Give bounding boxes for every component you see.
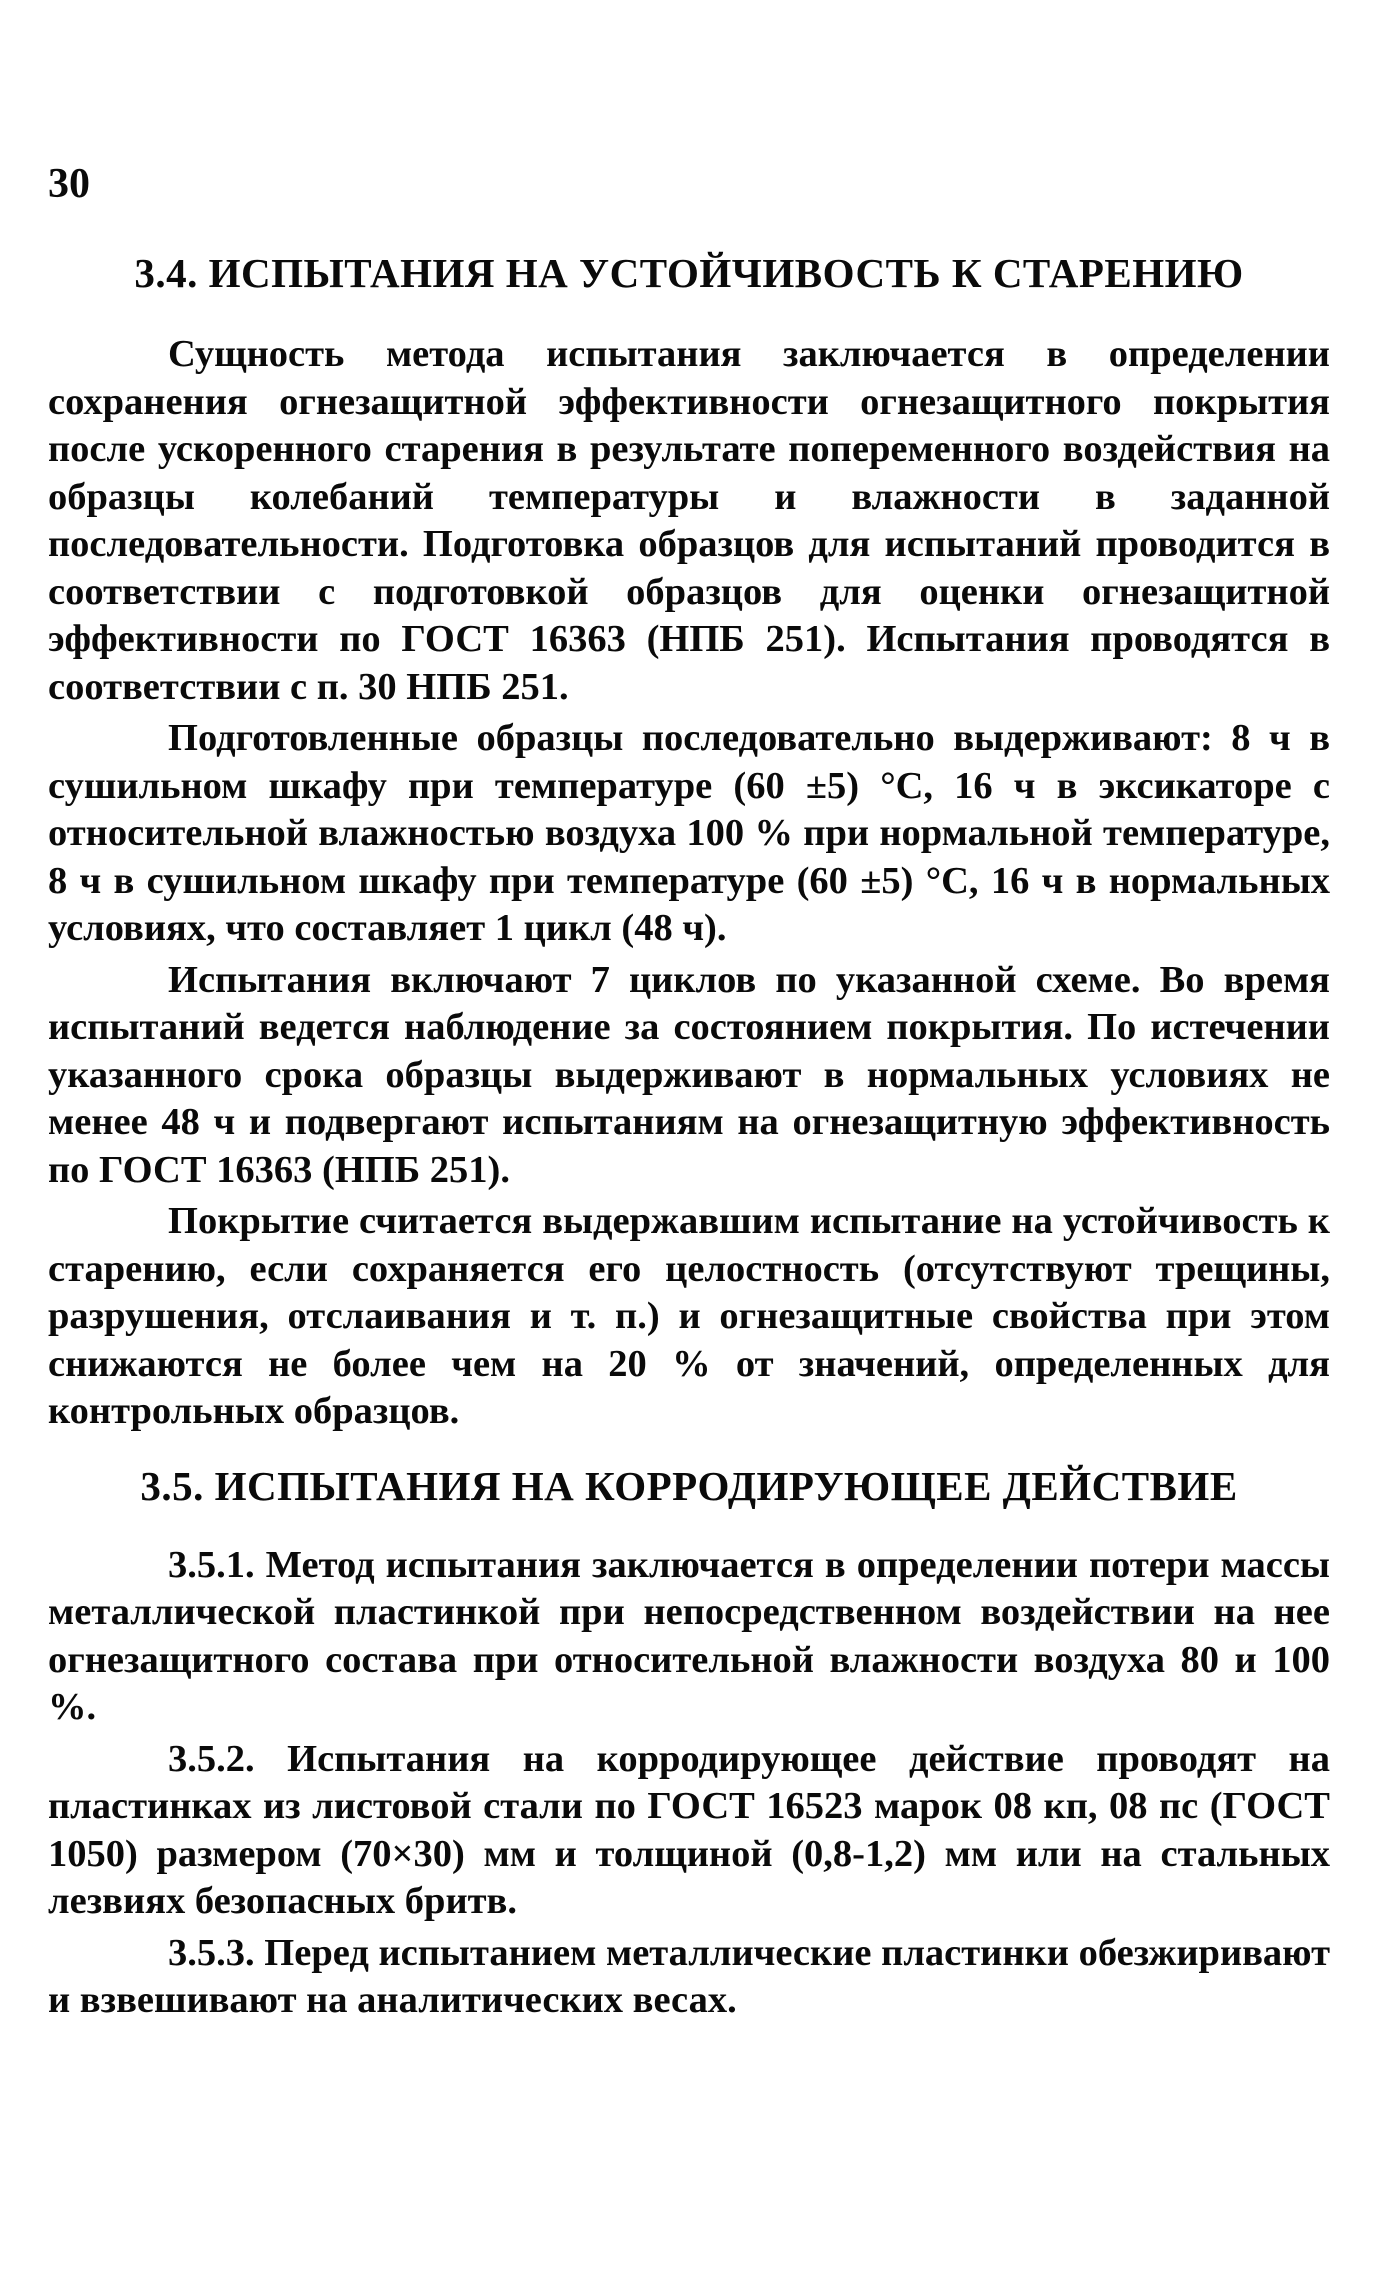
paragraph-pass-criteria: Покрытие считается выдержавшим испытание на устойчивость к старению, если сохраняется его целостность (отсутствуют трещины, разрушения, отслаивания и т. п.) и огнезащитные свойства при этом снижаются не более чем на 20 % от значений, определенных для контрольных образцов. bbox=[48, 1200, 1330, 1432]
paragraph-3-5-1: 3.5.1. Метод испытания заключается в определении потери массы металлической пластинкой при непосредственном воздействии на нее огнезащитного состава при относительной влажности воздуха 80 и 100 %. bbox=[48, 1543, 1330, 1728]
section-heading-aging-resistance: 3.4. ИСПЫТАНИЯ НА УСТОЙЧИВОСТЬ К СТАРЕНИЮ bbox=[134, 250, 1244, 296]
paragraph-3-5-3: 3.5.3. Перед испытанием металлические пластинки обезжиривают и взвешивают на аналитических весах. bbox=[48, 1931, 1330, 2021]
paragraph-3-5-2: 3.5.2. Испытания на корродирующее действие проводят на пластинках из листовой стали по ГОСТ 16523 марок 08 кп, 08 пс (ГОСТ 1050) размером (70×30) мм и толщиной (0,8-1,2) мм или на стальных лезвиях безопасных бритв. bbox=[48, 1737, 1330, 1922]
paragraph-method-essence: Сущность метода испытания заключается в определении сохранения огнезащитной эффективности огнезащитного покрытия после ускоренного старения в результате попеременного воздействия на образцы колебаний температуры и влажности в заданной последовательности. Подготовка образцов для испытаний проводится в соответствии с подготовкой образцов для оценки огнезащитной эффективности по ГОСТ 16363 (НПБ 251). Испытания проводятся в соответствии с п. 30 НПБ 251. bbox=[48, 333, 1330, 708]
paragraph-test-cycles: Испытания включают 7 циклов по указанной схеме. Во время испытаний ведется наблюдение за состоянием покрытия. По истечении указанного срока образцы выдерживают в нормальных условиях не менее 48 ч и подвергают испытаниям на огнезащитную эффективность по ГОСТ 16363 (НПБ 251). bbox=[48, 958, 1330, 1191]
section-heading-corrosive-action: 3.5. ИСПЫТАНИЯ НА КОРРОДИРУЮЩЕЕ ДЕЙСТВИЕ bbox=[140, 1462, 1238, 1509]
page-content bbox=[48, 245, 1330, 2029]
paragraph-sample-conditioning: Подготовленные образцы последовательно выдерживают: 8 ч в сушильном шкафу при температуре (60 ±5) °С, 16 ч в эксикаторе с относительной влажностью воздуха 100 % при нормальной температуре, 8 ч в сушильном шкафу при температуре (60 ±5) °С, 16 ч в нормальных условиях, что составляет 1 цикл (48 ч). bbox=[48, 717, 1330, 949]
page-number: 30 bbox=[48, 161, 90, 207]
